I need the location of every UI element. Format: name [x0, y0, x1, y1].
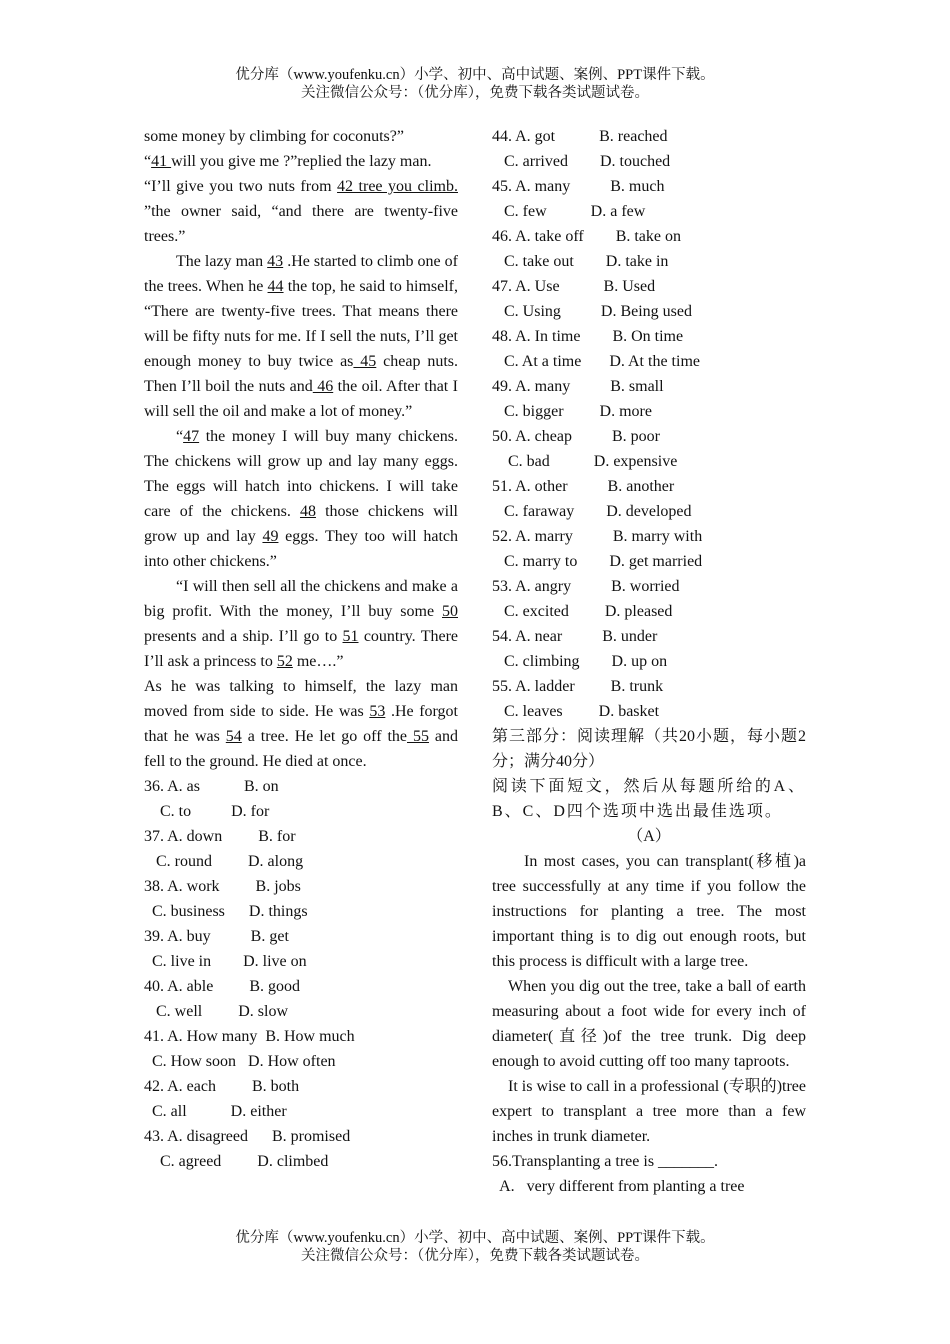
option-line: C. leaves D. basket — [492, 703, 660, 720]
blank-46: 46 — [312, 378, 334, 395]
story-paragraph-3: The lazy man 43 .He started to climb one of the trees. When he 44 the top, he said to himself, “There are twenty-five trees. That means there will be fifty nuts for me. If I sell the nuts, I’ll get enough money to buy twice as 45 cheap nuts. Then I’ll boil the nuts and 46 the oil. After that I will sell the oil and make a lot of money.” — [144, 253, 459, 420]
blank-54: 54 — [225, 728, 242, 745]
option-line: 38. A. work B. jobs — [144, 878, 301, 895]
option-line: 39. A. buy B. get — [144, 928, 289, 945]
part3-title: 第三部分：阅读理解（共20小题，每小题2分；满分40分） — [492, 728, 806, 770]
option-line: 43. A. disagreed B. promised — [144, 1128, 351, 1145]
option-line: C. Using D. Being used — [492, 303, 692, 320]
option-line: C. to D. for — [144, 803, 270, 820]
option-line: 51. A. other B. another — [492, 478, 675, 495]
option-line: C. climbing D. up on — [492, 653, 668, 670]
reading-paragraph-1: In most cases, you can transplant(移植)a tree successfully at any time if you follow the instructions for planting a tree. The most important thing is to dig out enough roots, but this process is difficult with a large tree. — [492, 853, 806, 970]
option-line: 52. A. marry B. marry with — [492, 528, 703, 545]
right-column — [492, 124, 806, 1199]
option-line: 49. A. many B. small — [492, 378, 664, 395]
story-paragraph-0: some money by climbing for coconuts?” — [144, 128, 404, 145]
blank-55: 55 — [407, 728, 429, 745]
left-column — [144, 124, 458, 1174]
page-header — [0, 66, 950, 102]
reading-paragraph-2: When you dig out the tree, take a ball of earth measuring about a foot wide for every inch of diameter(直径)of the tree trunk. Dig deep enough to avoid cutting off too many taproots. — [492, 978, 806, 1070]
blank-52: 52 — [276, 653, 293, 670]
story-paragraph-4: “47 the money I will buy many chickens. The chickens will grow up and lay many eggs. The eggs will hatch into chickens. I will take care of the chickens. 48 those chickens will grow up and lay 49 eggs. They too will hatch into other chickens.” — [144, 428, 458, 570]
options-list-left — [144, 774, 458, 1174]
blank-44: 44 — [267, 278, 284, 295]
option-line: 40. A. able B. good — [144, 978, 300, 995]
option-line: C. marry to D. get married — [492, 553, 703, 570]
footer-line-1: 优分库（www.youfenku.cn）小学、初中、高中试题、案例、PPT课件下载。 — [235, 1230, 715, 1246]
question-56-option-a: A. very different from planting a tree — [492, 1178, 745, 1195]
option-line: C. agreed D. climbed — [144, 1153, 329, 1170]
option-line: C. live in D. live on — [144, 953, 307, 970]
reading-section — [492, 724, 806, 1199]
header-line-1: 优分库（www.youfenku.cn）小学、初中、高中试题、案例、PPT课件下载。 — [235, 67, 715, 83]
option-line: 45. A. many B. much — [492, 178, 665, 195]
option-line: C. few D. a few — [492, 203, 646, 220]
blank-49: 49 — [262, 528, 279, 545]
option-line: 54. A. near B. under — [492, 628, 658, 645]
option-line: C. excited D. pleased — [492, 603, 673, 620]
option-line: 37. A. down B. for — [144, 828, 296, 845]
option-line: C. all D. either — [144, 1103, 287, 1120]
story-paragraph-5: “I will then sell all the chickens and make a big profit. With the money, I’ll buy some 50 presents and a ship. I’ll go to 51 country. There I’ll ask a princess to 52 me….” — [144, 578, 458, 670]
option-line: C. take out D. take in — [492, 253, 669, 270]
blank-51: 51 — [342, 628, 359, 645]
blank-43: 43 — [267, 253, 284, 270]
footer-line-2: 关注微信公众号：（优分库），免费下载各类试题试卷。 — [301, 1248, 649, 1264]
question-56: 56.Transplanting a tree is _______. — [492, 1153, 719, 1170]
option-line: 48. A. In time B. On time — [492, 328, 684, 345]
option-line: C. How soon D. How often — [144, 1053, 336, 1070]
option-line: C. faraway D. developed — [492, 503, 692, 520]
story-text — [144, 124, 458, 774]
option-line: 44. A. got B. reached — [492, 128, 668, 145]
option-line: 46. A. take off B. take on — [492, 228, 682, 245]
option-line: C. arrived D. touched — [492, 153, 671, 170]
blank-41: 41 — [151, 153, 172, 170]
blank-48: 48 — [299, 503, 316, 520]
options-list-right — [492, 124, 806, 724]
option-line: C. bad D. expensive — [492, 453, 678, 470]
option-line: 53. A. angry B. worried — [492, 578, 680, 595]
blank-47: 47 — [183, 428, 200, 445]
option-line: C. round D. along — [144, 853, 304, 870]
option-line: C. well D. slow — [144, 1003, 288, 1020]
option-line: 47. A. Use B. Used — [492, 278, 656, 295]
option-line: 36. A. as B. on — [144, 778, 279, 795]
blank-42: 42 tree you climb. — [337, 178, 458, 195]
story-paragraph-6: As he was talking to himself, the lazy man moved from side to side. He was 53 .He forgot that he was 54 a tree. He let go off the 55 and fell to the ground. He died at once. — [144, 678, 459, 770]
story-paragraph-1: “41 will you give me ?”replied the lazy man. — [144, 153, 432, 170]
option-line: C. business D. things — [144, 903, 308, 920]
blank-53: 53 — [369, 703, 386, 720]
header-line-2: 关注微信公众号：（优分库），免费下载各类试题试卷。 — [301, 85, 649, 101]
option-line: 55. A. ladder B. trunk — [492, 678, 664, 695]
blank-50: 50 — [442, 603, 458, 620]
part3-instruction: 阅读下面短文，然后从每题所给的A、B、C、D四个选项中选出最佳选项。 — [492, 778, 806, 820]
page-footer — [0, 1229, 950, 1265]
reading-paragraph-3: It is wise to call in a professional (专职的)tree expert to transplant a tree more than a few inches in trunk diameter. — [492, 1078, 806, 1145]
blank-45: 45 — [353, 353, 377, 370]
story-paragraph-2: “I’ll give you two nuts from 42 tree you climb. ”the owner said, “and there are twenty-five trees.” — [144, 178, 458, 245]
option-line: 41. A. How many B. How much — [144, 1028, 355, 1045]
section-label: （A） — [627, 828, 671, 845]
option-line: C. At a time D. At the time — [492, 353, 700, 370]
option-line: 42. A. each B. both — [144, 1078, 300, 1095]
option-line: 50. A. cheap B. poor — [492, 428, 660, 445]
option-line: C. bigger D. more — [492, 403, 652, 420]
